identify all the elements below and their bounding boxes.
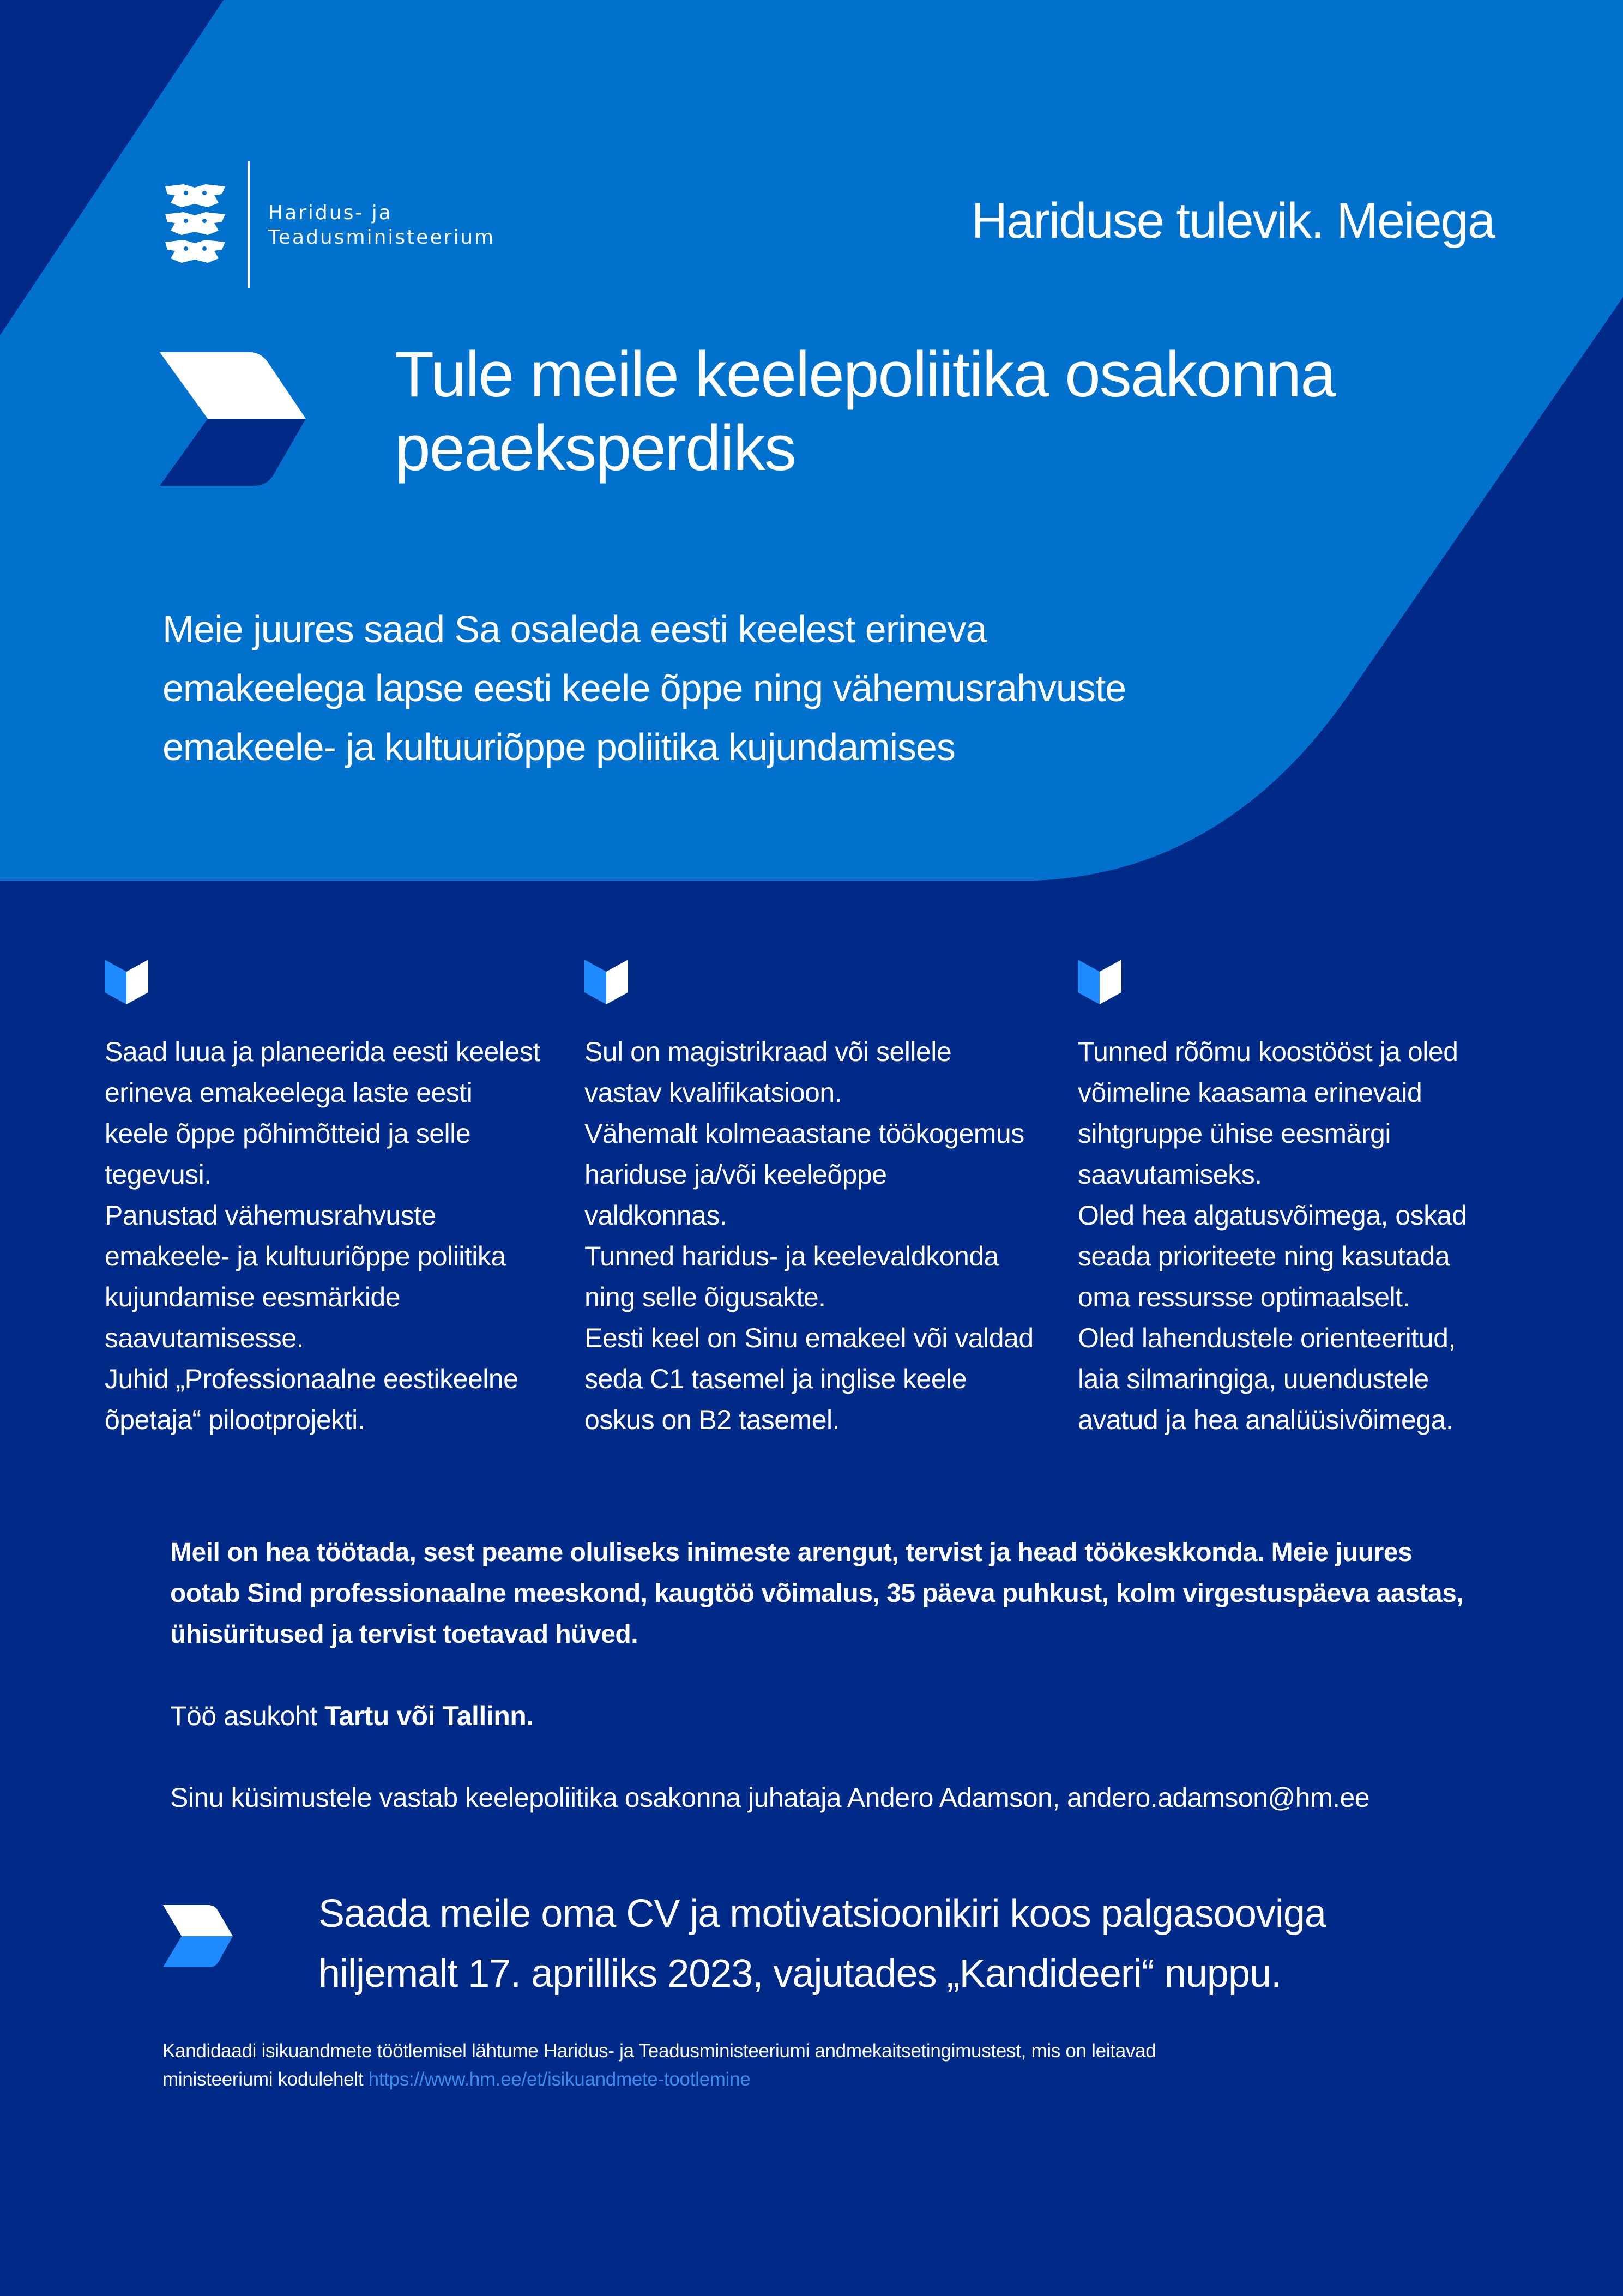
list-item: Oled lahendustele orienteeritud, <box>1078 1323 1456 1353</box>
list-item: keele õppe põhimõtteid ja selle <box>105 1118 471 1149</box>
lead-line-1: Meie juures saad Sa osaleda eesti keelest erineva <box>162 608 987 650</box>
privacy-notice <box>162 2037 1471 2094</box>
logo-divider <box>248 161 250 288</box>
list-item: tegevusi. <box>105 1159 212 1190</box>
call-to-action <box>318 1884 1572 2004</box>
list-item: Vähemalt kolmeaastane töökogemus <box>584 1118 1024 1149</box>
list-item: valdkonnas. <box>584 1200 727 1231</box>
list-item: hariduse ja/või keeleõppe <box>584 1159 887 1190</box>
list-item: võimeline kaasama erinevaid <box>1078 1077 1422 1108</box>
bookmark-chevron-icon <box>105 960 148 1004</box>
privacy-line-1: Kandidaadi isikuandmete töötlemisel lähtume Haridus- ja Teadusministeeriumi andmekaitsetingimustest, mis on leitavad <box>162 2040 1156 2062</box>
slogan: Hariduse tulevik. Meiega <box>971 193 1494 249</box>
list-item: Sul on magistrikraad või sellele <box>584 1036 952 1067</box>
list-item: laia silmaringiga, uuendustele <box>1078 1364 1429 1394</box>
chevron-arrow-icon <box>160 352 306 486</box>
cta-line-2: hiljemalt 17. aprilliks 2023, vajutades „Kandideeri“ nuppu. <box>318 1952 1282 1996</box>
list-item: ning selle õigusakte. <box>584 1282 826 1312</box>
list-item: vastav kvalifikatsioon. <box>584 1077 842 1108</box>
benefits-line-1: Meil on hea töötada, sest peame oluliseks inimeste arengut, tervist ja head töökeskkonda. Meie juures <box>170 1538 1413 1567</box>
list-item: seada prioriteete ning kasutada <box>1078 1241 1450 1271</box>
benefits-line-3: ühisüritused ja tervist toetavad hüved. <box>170 1620 638 1649</box>
requirements-list <box>584 1032 1042 1441</box>
page-title-line-2: peaeksperdiks <box>395 412 795 484</box>
privacy-policy-link[interactable]: https://www.hm.ee/et/isikuandmete-tootlemine <box>368 2069 751 2090</box>
list-item: Oled hea algatusvõimega, oskad <box>1078 1200 1467 1231</box>
requirements-column <box>584 960 1042 1441</box>
three-lions-crest-icon <box>162 183 228 268</box>
list-item: Eesti keel on Sinu emakeel või valdad <box>584 1323 1034 1353</box>
list-item: saavutamiseks. <box>1078 1159 1262 1190</box>
list-item: seda C1 tasemel ja inglise keele <box>584 1364 967 1394</box>
list-item: erineva emakeelega laste eesti <box>105 1077 473 1108</box>
location-value: Tartu või Tallinn. <box>324 1701 534 1731</box>
benefits-line-2: ootab Sind professionaalne meeskond, kaugtöö võimalus, 35 päeva puhkust, kolm virgestuspäeva aastas, <box>170 1579 1464 1608</box>
contact-info: Sinu küsimustele vastab keelepoliitika osakonna juhataja Andero Adamson, andero.adamson@hm.ee <box>170 1782 1370 1813</box>
logo-line-2: Teadusministeerium <box>268 226 496 249</box>
location-label: Töö asukoht <box>170 1701 325 1731</box>
list-item: oskus on B2 tasemel. <box>584 1405 840 1435</box>
page-title <box>395 338 1485 485</box>
list-item: Tunned haridus- ja keelevaldkonda <box>584 1241 999 1271</box>
tasks-list <box>105 1032 563 1441</box>
list-item: Panustad vähemusrahvuste <box>105 1200 436 1231</box>
list-item: saavutamisesse. <box>105 1323 304 1353</box>
bookmark-chevron-icon <box>1078 960 1121 1004</box>
list-item: Tunned rõõmu koostööst ja oled <box>1078 1036 1458 1067</box>
list-item: avatud ja hea analüüsivõimega. <box>1078 1405 1453 1435</box>
logo-wordmark <box>268 201 495 250</box>
list-item: Juhid „Professionaalne eestikeelne <box>105 1364 518 1394</box>
work-location <box>170 1696 534 1737</box>
page-title-line-1: Tule meile keelepoliitika osakonna <box>395 339 1335 411</box>
list-item: oma ressursse optimaalselt. <box>1078 1282 1410 1312</box>
list-item: õpetaja“ pilootprojekti. <box>105 1405 365 1435</box>
lead-paragraph <box>162 600 1253 776</box>
ministry-logo <box>162 161 496 290</box>
chevron-arrow-icon <box>163 1905 233 1967</box>
list-item: sihtgruppe ühise eesmärgi <box>1078 1118 1391 1149</box>
logo-line-1: Haridus- ja <box>268 202 393 224</box>
lead-line-2: emakeelega lapse eesti keele õppe ning vähemusrahvuste <box>162 667 1126 709</box>
qualities-list <box>1078 1032 1536 1441</box>
privacy-line-2 <box>162 2065 1471 2094</box>
benefits-paragraph <box>170 1532 1479 1655</box>
tasks-column <box>105 960 563 1441</box>
list-item: kujundamise eesmärkide <box>105 1282 401 1312</box>
lead-line-3: emakeele- ja kultuuriõppe poliitika kujundamises <box>162 726 955 768</box>
list-item: emakeele- ja kultuuriõppe poliitika <box>105 1241 506 1271</box>
privacy-prefix: ministeeriumi kodulehelt <box>162 2069 369 2090</box>
qualities-column <box>1078 960 1536 1441</box>
cta-line-1: Saada meile oma CV ja motivatsioonikiri koos palgasooviga <box>318 1892 1326 1936</box>
list-item: Saad luua ja planeerida eesti keelest <box>105 1036 540 1067</box>
bookmark-chevron-icon <box>584 960 628 1004</box>
